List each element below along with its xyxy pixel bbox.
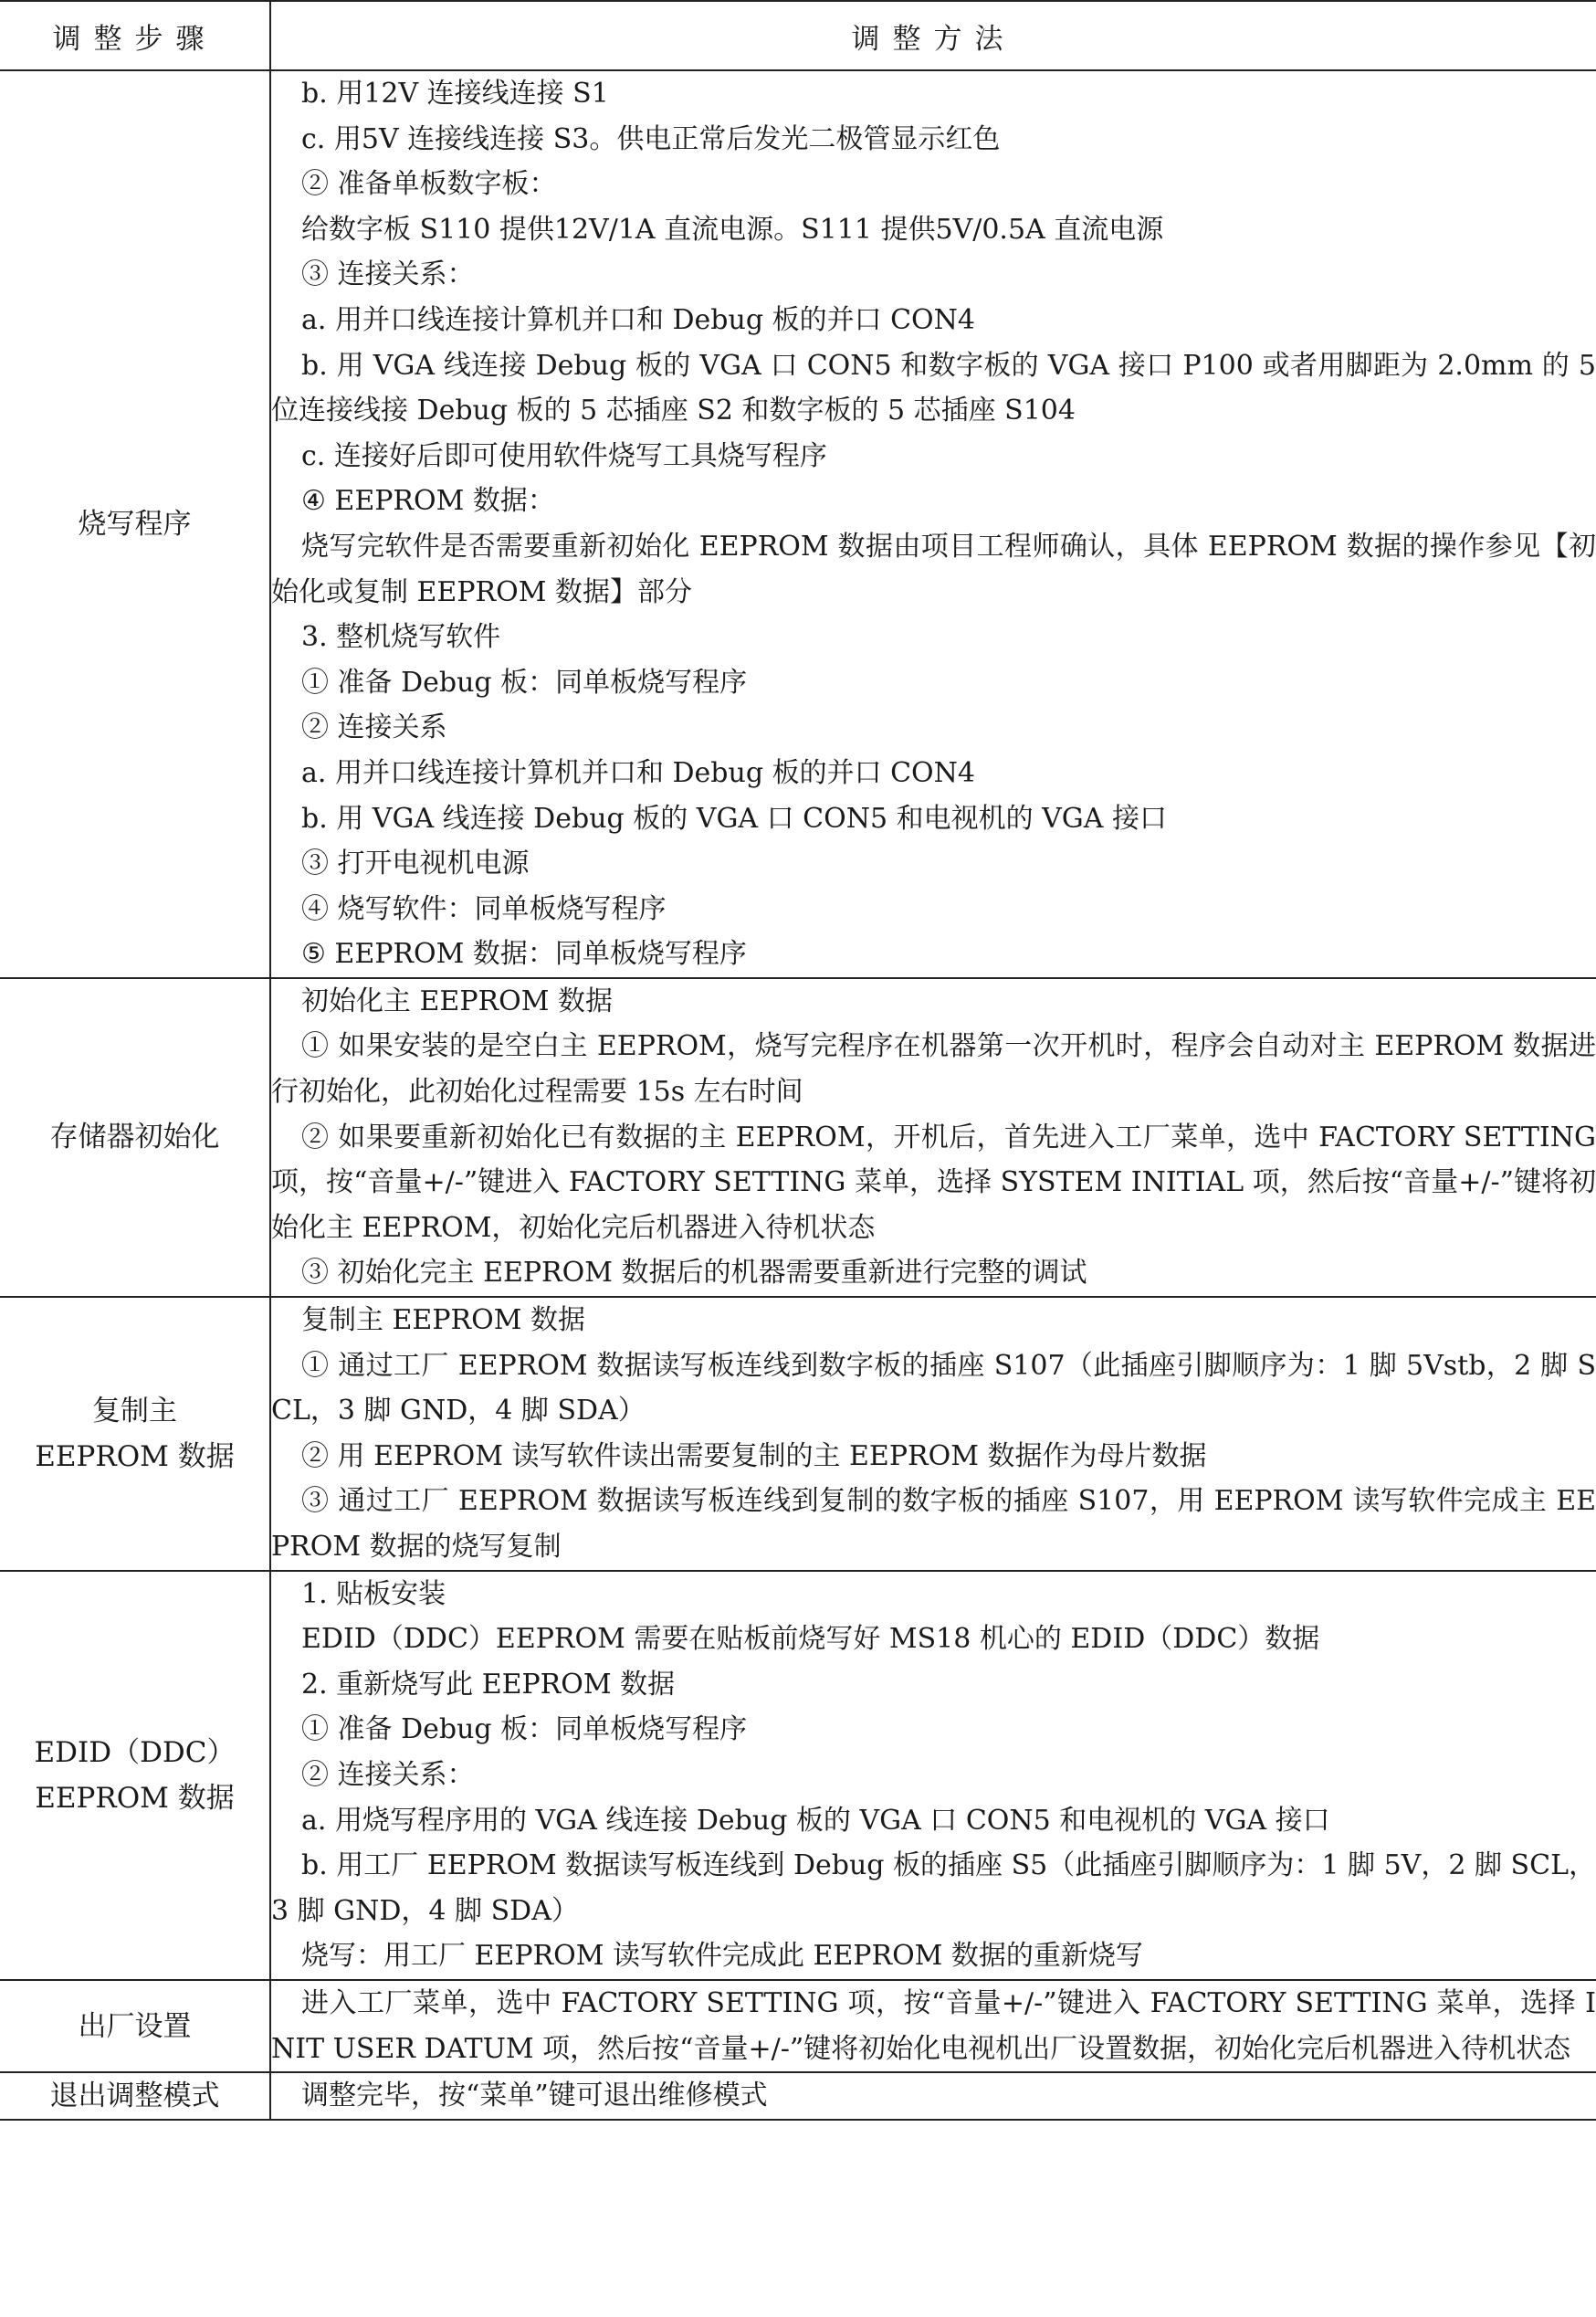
method-line: c. 用5V 连接线连接 S3。供电正常后发光二极管显示红色 [301,122,1001,155]
step-label: EEPROM 数据 [35,1439,235,1473]
method-line: ① 准备 Debug 板：同单板烧写程序 [301,1713,748,1746]
method-line: ② 连接关系： [301,1758,475,1791]
step-cell [0,1297,270,1571]
method-line: ① 通过工厂 EEPROM 数据读写板连线到数字板的插座 S107（此插座引脚顺序为：1 脚 5Vstb，2 脚 SCL，3 脚 GND，4 脚 SDA） [271,1349,1596,1427]
step-label: EEPROM 数据 [35,1781,235,1815]
method-line: 烧写：用工厂 EEPROM 读写软件完成此 EEPROM 数据的重新烧写 [301,1940,1143,1973]
step-label: 出厂设置 [78,2009,192,2043]
method-line: ④ 烧写软件：同单板烧写程序 [301,892,667,925]
table-row [0,1980,1596,2072]
step-cell [0,978,270,1297]
step-label: 烧写程序 [78,507,192,541]
step-label: 退出调整模式 [49,2080,220,2113]
method-line: ② 连接关系 [301,711,447,744]
method-line: c. 连接好后即可使用软件烧写工具烧写程序 [301,439,827,472]
method-cell [270,1980,1596,2072]
method-line: b. 用 VGA 线连接 Debug 板的 VGA 口 CON5 和电视机的 VGA 接口 [301,802,1167,835]
method-line: ③ 初始化完主 EEPROM 数据后的机器需要重新进行完整的调试 [301,1257,1087,1290]
method-cell [270,2072,1596,2120]
method-line: 初始化主 EEPROM 数据 [301,985,613,1017]
header-method: 调整方法 [270,1,1596,70]
method-line: EDID（DDC）EEPROM 需要在贴板前烧写好 MS18 机心的 EDID（DDC）数据 [301,1623,1320,1656]
method-cell [270,70,1596,978]
step-label: EDID（DDC） [34,1735,236,1769]
method-line: a. 用并口线连接计算机并口和 Debug 板的并口 CON4 [301,756,975,789]
header-step: 调整步骤 [0,1,270,70]
method-line: ② 用 EEPROM 读写软件读出需要复制的主 EEPROM 数据作为母片数据 [301,1439,1207,1472]
method-line: ③ 连接关系： [301,258,475,291]
method-line: ② 如果要重新初始化已有数据的主 EEPROM，开机后，首先进入工厂菜单，选中 FACTORY SETTING 项，按“音量+/-”键进入 FACTORY SETTING 菜单，选择 SYSTEM INITIAL 项，然后按“音量+/-”键将初始化主 EEPROM，初始化完后机器进入待机状态 [271,1121,1596,1244]
method-line: 1. 贴板安装 [301,1577,446,1610]
table-row [0,70,1596,978]
method-cell [270,1297,1596,1571]
step-label: 复制主 [92,1394,177,1427]
table-body [0,70,1596,2120]
method-line: 进入工厂菜单，选中 FACTORY SETTING 项，按“音量+/-”键进入 FACTORY SETTING 菜单，选择 INIT USER DATUM 项，然后按“音量+/-”键将初始化电视机出厂设置数据，初始化完后机器进入待机状态 [271,1986,1596,2065]
method-line: b. 用12V 连接线连接 S1 [301,78,609,110]
step-cell [0,1571,270,1980]
method-cell [270,1571,1596,1980]
table-row [0,2072,1596,2120]
step-label: 存储器初始化 [49,1121,220,1154]
method-line: ⑤ EEPROM 数据：同单板烧写程序 [301,938,747,971]
method-line: 调整完毕，按“菜单”键可退出维修模式 [301,2080,768,2112]
method-line: a. 用烧写程序用的 VGA 线连接 Debug 板的 VGA 口 CON5 和电视机的 VGA 接口 [301,1804,1330,1837]
method-line: 3. 整机烧写软件 [301,621,501,654]
method-cell [270,978,1596,1297]
step-cell [0,2072,270,2120]
step-cell [0,1980,270,2072]
table-header-row [0,1,1596,70]
method-line: 2. 重新烧写此 EEPROM 数据 [301,1668,676,1701]
method-line: ③ 打开电视机电源 [301,848,530,880]
method-line: ② 准备单板数字板： [301,168,557,201]
method-line: ① 如果安装的是空白主 EEPROM，烧写完程序在机器第一次开机时，程序会自动对主 EEPROM 数据进行初始化，此初始化过程需要 15s 左右时间 [271,1030,1596,1109]
table-row [0,1571,1596,1980]
method-line: ④ EEPROM 数据： [301,485,555,518]
table-row [0,1297,1596,1571]
method-line: ① 准备 Debug 板：同单板烧写程序 [301,666,748,699]
method-line: b. 用 VGA 线连接 Debug 板的 VGA 口 CON5 和数字板的 VGA 接口 P100 或者用脚距为 2.0mm 的 5 位连接线接 Debug 板的 5 芯插座 S2 和数字板的 5 芯插座 S104 [271,349,1596,427]
method-line: 烧写完软件是否需要重新初始化 EEPROM 数据由项目工程师确认，具体 EEPROM 数据的操作参见【初始化或复制 EEPROM 数据】部分 [271,530,1596,608]
method-line: 给数字板 S110 提供12V/1A 直流电源。S111 提供5V/0.5A 直流电源 [301,213,1164,246]
method-line: b. 用工厂 EEPROM 数据读写板连线到 Debug 板的插座 S5（此插座引脚顺序为：1 脚 5V，2 脚 SCL，3 脚 GND，4 脚 SDA） [271,1849,1596,1927]
method-line: ③ 通过工厂 EEPROM 数据读写板连线到复制的数字板的插座 S107，用 EEPROM 读写软件完成主 EEPROM 数据的烧写复制 [271,1485,1596,1563]
step-cell [0,70,270,978]
table-row [0,978,1596,1297]
method-line: 复制主 EEPROM 数据 [301,1304,585,1337]
method-line: a. 用并口线连接计算机并口和 Debug 板的并口 CON4 [301,303,975,336]
